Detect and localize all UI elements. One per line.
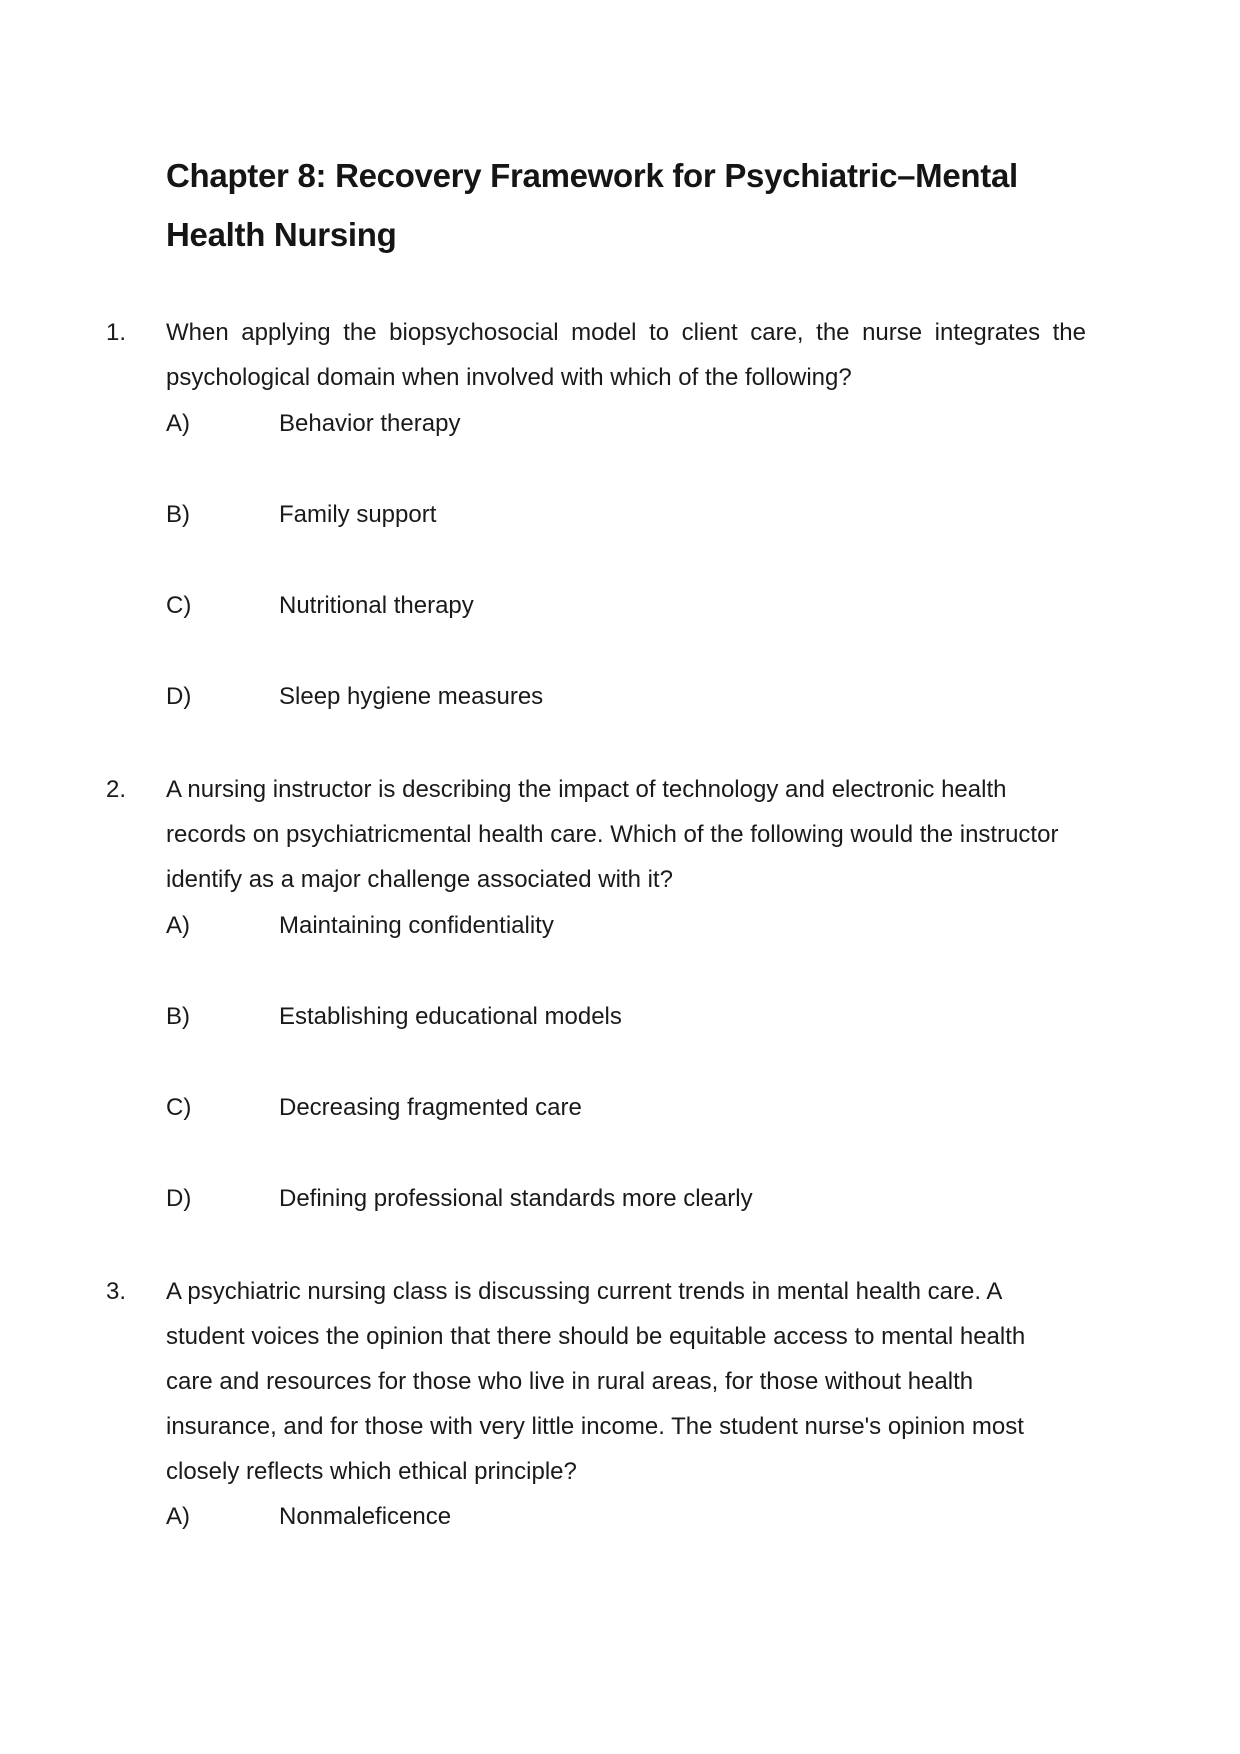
option-text: Nutritional therapy	[279, 592, 474, 619]
chapter-title	[166, 146, 1066, 264]
chapter-title-line-2: Health Nursing	[166, 216, 397, 253]
question-text: A nursing instructor is describing the impact of technology and electronic health records on psychiatricmental health care. Which of the following would the instructor identify as a major challenge associated with it?	[166, 776, 1059, 893]
question-2-option-c	[0, 1088, 1240, 1128]
question-number: 2.	[106, 776, 127, 803]
option-letter: D)	[166, 683, 192, 710]
option-text: Establishing educational models	[279, 1003, 622, 1030]
question-text: A psychiatric nursing class is discussing current trends in mental health care. A student voices the opinion that there should be equitable access to mental health care and resources for those who live in rural areas, for those without health insurance, and for those with very little income. The student nurse's opinion most closely reflects which ethical principle?	[166, 1278, 1026, 1485]
question-2-option-d	[0, 1179, 1240, 1219]
chapter-title-line-1: Chapter 8: Recovery Framework for Psychiatric–Mental	[166, 157, 1018, 194]
option-letter: D)	[166, 1185, 192, 1212]
option-letter: B)	[166, 501, 190, 528]
question-1-option-c	[0, 586, 1240, 626]
option-letter: C)	[166, 592, 192, 619]
option-letter: B)	[166, 1003, 190, 1030]
option-text: Maintaining confidentiality	[279, 912, 554, 939]
option-text: Defining professional standards more clearly	[279, 1185, 753, 1212]
option-text: Decreasing fragmented care	[279, 1094, 582, 1121]
option-text: Family support	[279, 501, 437, 528]
option-text: Nonmaleficence	[279, 1503, 452, 1530]
question-1-option-a	[0, 404, 1240, 444]
question-text: When applying the biopsychosocial model to client care, the nurse integrates the psychological domain when involved with which of the following?	[166, 319, 1086, 391]
question-1-option-b	[0, 495, 1240, 535]
option-text: Sleep hygiene measures	[279, 683, 544, 710]
question-number: 3.	[106, 1278, 127, 1305]
question-1-option-d	[0, 677, 1240, 717]
option-text: Behavior therapy	[279, 410, 461, 437]
question-number: 1.	[106, 319, 127, 346]
option-letter: A)	[166, 410, 190, 437]
question-2-option-b	[0, 997, 1240, 1037]
option-letter: A)	[166, 1503, 190, 1530]
question-2-option-a	[0, 906, 1240, 946]
option-letter: A)	[166, 912, 190, 939]
option-letter: C)	[166, 1094, 192, 1121]
question-3-option-a	[0, 1497, 1240, 1537]
